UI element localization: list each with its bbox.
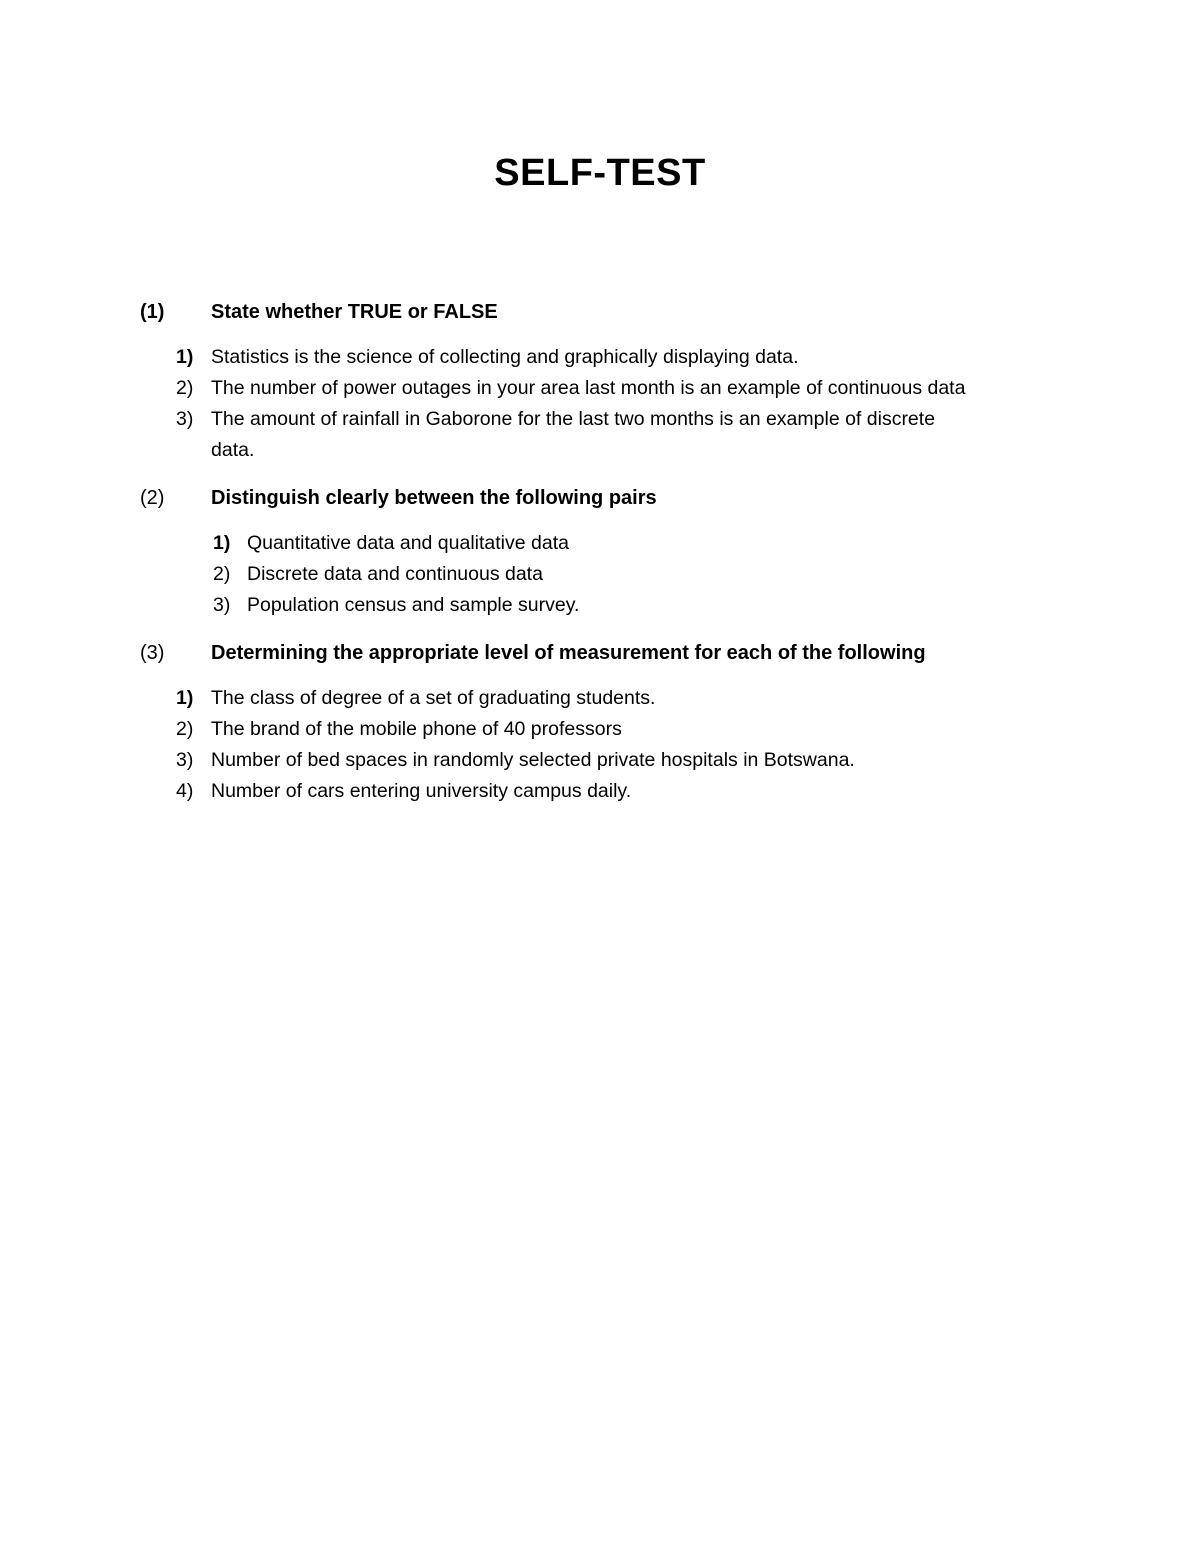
question-list bbox=[0, 528, 1200, 621]
page-title: SELF-TEST bbox=[494, 152, 706, 194]
section-1 bbox=[0, 296, 1200, 461]
item-text: Population census and sample survey. bbox=[247, 594, 580, 616]
item-number: 4) bbox=[176, 780, 194, 802]
section-number: (2) bbox=[140, 487, 165, 509]
section-title: Distinguish clearly between the following pairs bbox=[211, 487, 657, 509]
item-text: Discrete data and continuous data bbox=[247, 563, 543, 585]
section-3 bbox=[0, 637, 1200, 802]
list-item bbox=[0, 342, 1200, 373]
question-list bbox=[0, 683, 1200, 807]
item-text: The brand of the mobile phone of 40 professors bbox=[211, 718, 622, 740]
section-title: Determining the appropriate level of measurement for each of the following bbox=[211, 642, 926, 664]
item-text: Number of bed spaces in randomly selected private hospitals in Botswana. bbox=[211, 749, 855, 771]
list-item bbox=[0, 373, 1200, 404]
item-number: 3) bbox=[176, 749, 194, 771]
list-item bbox=[0, 559, 1200, 590]
list-item bbox=[0, 776, 1200, 807]
section-2 bbox=[0, 482, 1200, 616]
item-number: 3) bbox=[213, 594, 231, 616]
section-heading bbox=[0, 482, 1200, 514]
item-number: 2) bbox=[176, 718, 194, 740]
item-number: 1) bbox=[176, 687, 194, 709]
question-list bbox=[0, 342, 1200, 466]
item-text: Number of cars entering university campus daily. bbox=[211, 780, 632, 802]
item-text: The class of degree of a set of graduating students. bbox=[211, 687, 656, 709]
item-text: The number of power outages in your area last month is an example of continuous data bbox=[211, 377, 966, 399]
section-heading bbox=[0, 637, 1200, 669]
item-text-line-2: data. bbox=[211, 439, 255, 461]
item-text: Quantitative data and qualitative data bbox=[247, 532, 569, 554]
list-item bbox=[0, 404, 1200, 466]
section-heading bbox=[0, 296, 1200, 328]
item-number: 1) bbox=[213, 532, 231, 554]
list-item bbox=[0, 745, 1200, 776]
item-text-line-1: The amount of rainfall in Gaborone for the last two months is an example of discrete bbox=[211, 408, 936, 430]
list-item bbox=[0, 714, 1200, 745]
item-text: Statistics is the science of collecting and graphically displaying data. bbox=[211, 346, 799, 368]
item-number: 1) bbox=[176, 346, 194, 368]
list-item bbox=[0, 590, 1200, 621]
section-number: (1) bbox=[140, 301, 165, 323]
item-number: 2) bbox=[213, 563, 231, 585]
list-item bbox=[0, 683, 1200, 714]
list-item bbox=[0, 528, 1200, 559]
item-number: 2) bbox=[176, 377, 194, 399]
section-title: State whether TRUE or FALSE bbox=[211, 301, 498, 323]
section-number: (3) bbox=[140, 642, 165, 664]
item-number: 3) bbox=[176, 408, 194, 430]
